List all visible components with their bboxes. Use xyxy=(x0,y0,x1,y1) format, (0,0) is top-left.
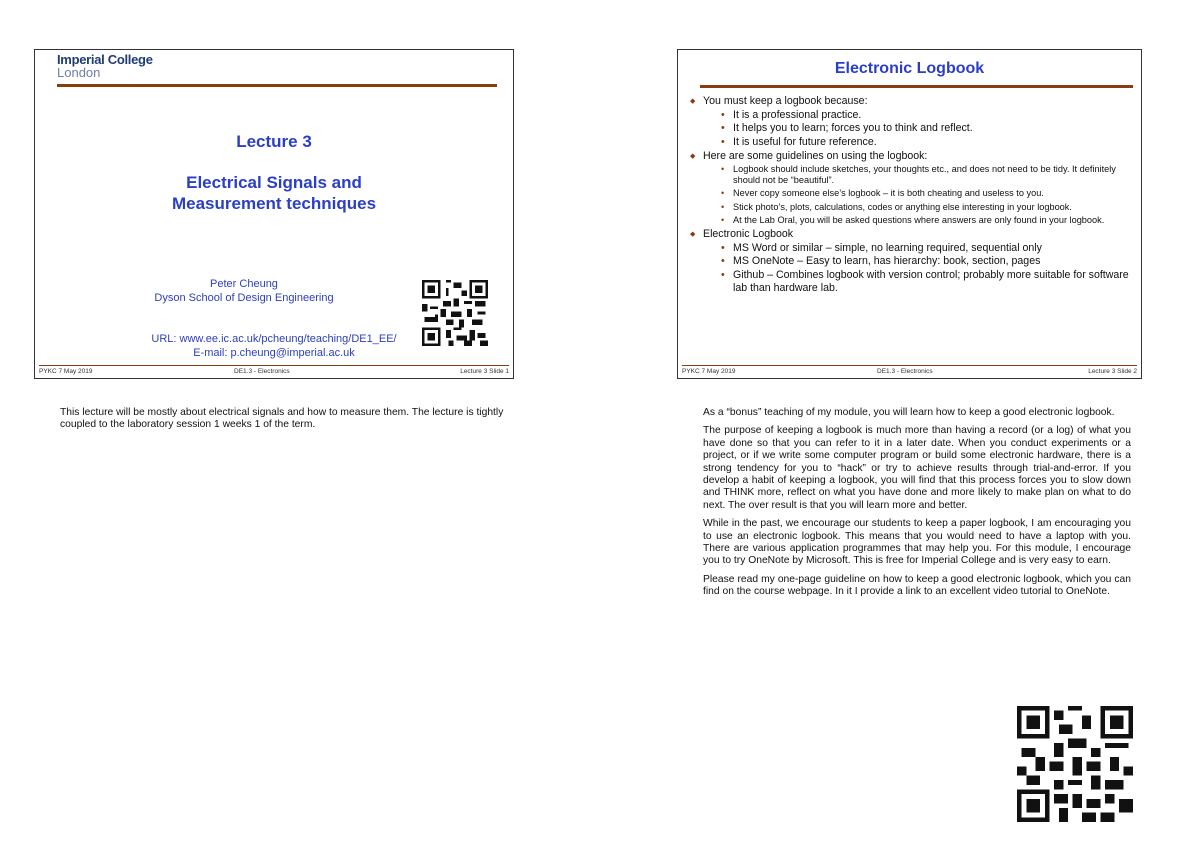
slide-1-title xyxy=(35,172,513,214)
notes-paragraph: The purpose of keeping a logbook is much more than having a record (or a log) of what you have done so that you can refer to it in a later date. When you conduct experiments or a project, or if we write some computer program or build some electronic hardware, there is a strong tendency for you to “hack” or try to achieve results through trial-and-error. If you develop a habit of keeping a logbook, you will find that this process forces you to slow down and THINK more, reflect on what you have done and more likely to make plan on what to do next. The over result is that you will learn more and better. xyxy=(703,425,1131,511)
author-school: Dyson School of Design Engineering xyxy=(154,292,334,304)
sub-bullet: • Logbook should include sketches, your thoughts etc., and does not need to be tidy. It definitely should not be “beautiful”. xyxy=(703,164,1133,186)
slide-2-footer-rule xyxy=(682,365,1137,366)
bullet-reasons xyxy=(690,95,1133,149)
contact-email: E-mail: p.cheung@imperial.ac.uk xyxy=(193,347,355,359)
slide-2-header-rule xyxy=(700,85,1133,88)
sub-bullet: • Github – Combines logbook with version control; probably more suitable for software lab than hardware lab. xyxy=(703,269,1133,295)
slide-1 xyxy=(34,49,514,379)
logo-line-2: London xyxy=(57,65,101,80)
slide-1-footer-rule xyxy=(39,365,509,366)
bullet-text: You must keep a logbook because: xyxy=(703,95,868,107)
bullet-text: Electronic Logbook xyxy=(703,228,794,241)
qr-code-icon xyxy=(422,280,488,346)
footer-course: DE1.3 - Electronics xyxy=(877,368,933,375)
slide-1-header-rule xyxy=(57,84,497,87)
author-block xyxy=(35,277,453,305)
qr-code-icon xyxy=(1017,706,1133,822)
sub-bullet: • MS Word or similar – simple, no learning required, sequential only xyxy=(703,242,1133,255)
sub-bullet: • Stick photo’s, plots, calculations, codes or anything else interesting in your logbook. xyxy=(703,202,1133,213)
footer-slide-number: Lecture 3 Slide 1 xyxy=(460,368,509,375)
slide-2-body xyxy=(690,95,1133,296)
sub-bullet: • It helps you to learn; forces you to think and reflect. xyxy=(703,122,1133,135)
sub-bullet: • At the Lab Oral, you will be asked questions where answers are only found in your logbook. xyxy=(703,215,1133,226)
sub-bullet: • It is a professional practice. xyxy=(703,109,1133,122)
sub-bullet: • It is useful for future reference. xyxy=(703,136,1133,149)
bullet-guidelines xyxy=(690,150,1133,226)
footer-date: PYKC 7 May 2019 xyxy=(39,368,93,375)
slide-2-title: Electronic Logbook xyxy=(834,60,985,77)
bullet-electronic-logbook xyxy=(690,228,1133,295)
bullet-text: Here are some guidelines on using the logbook: xyxy=(703,149,928,162)
slide-2 xyxy=(677,49,1142,379)
slide-2-notes xyxy=(703,407,1131,605)
author-name: Peter Cheung xyxy=(210,278,278,290)
slide-1-notes: This lecture will be mostly about electrical signals and how to measure them. The lecture is tightly coupled to the laboratory session 1 weeks 1 of the term. xyxy=(60,407,504,431)
imperial-college-logo xyxy=(57,53,153,79)
footer-slide-number: Lecture 3 Slide 2 xyxy=(1088,368,1137,375)
lecture-number: Lecture 3 xyxy=(236,132,312,151)
notes-paragraph: As a “bonus” teaching of my module, you will learn how to keep a good electronic logbook. xyxy=(703,407,1115,418)
slide-1-title-line-2: Measurement techniques xyxy=(171,194,377,213)
contact-block xyxy=(95,332,453,360)
notes-paragraph: Please read my one-page guideline on how to keep a good electronic logbook, which you can find on the course webpage. In it I provide a link to an excellent video tutorial to OneNote. xyxy=(703,573,1131,598)
footer-course: DE1.3 - Electronics xyxy=(234,368,290,375)
course-url: URL: www.ee.ic.ac.uk/pcheung/teaching/DE1_EE/ xyxy=(151,333,397,345)
notes-paragraph: While in the past, we encourage our students to keep a paper logbook, I am encouraging you to use an electronic logbook. This means that you would need to have a laptop with you. There are various application programmes that may help you. For this module, I encourage you to try OneNote by Microsoft. This is free for Imperial College and is very easy to earn. xyxy=(703,518,1131,567)
sub-bullet: • Never copy someone else’s logbook – it is both cheating and useless to you. xyxy=(703,188,1133,199)
footer-date: PYKC 7 May 2019 xyxy=(682,368,736,375)
slide-1-title-line-1: Electrical Signals and xyxy=(186,173,362,192)
sub-bullet: • MS OneNote – Easy to learn, has hierarchy: book, section, pages xyxy=(703,255,1133,268)
logo-line-1: Imperial College xyxy=(57,52,153,67)
